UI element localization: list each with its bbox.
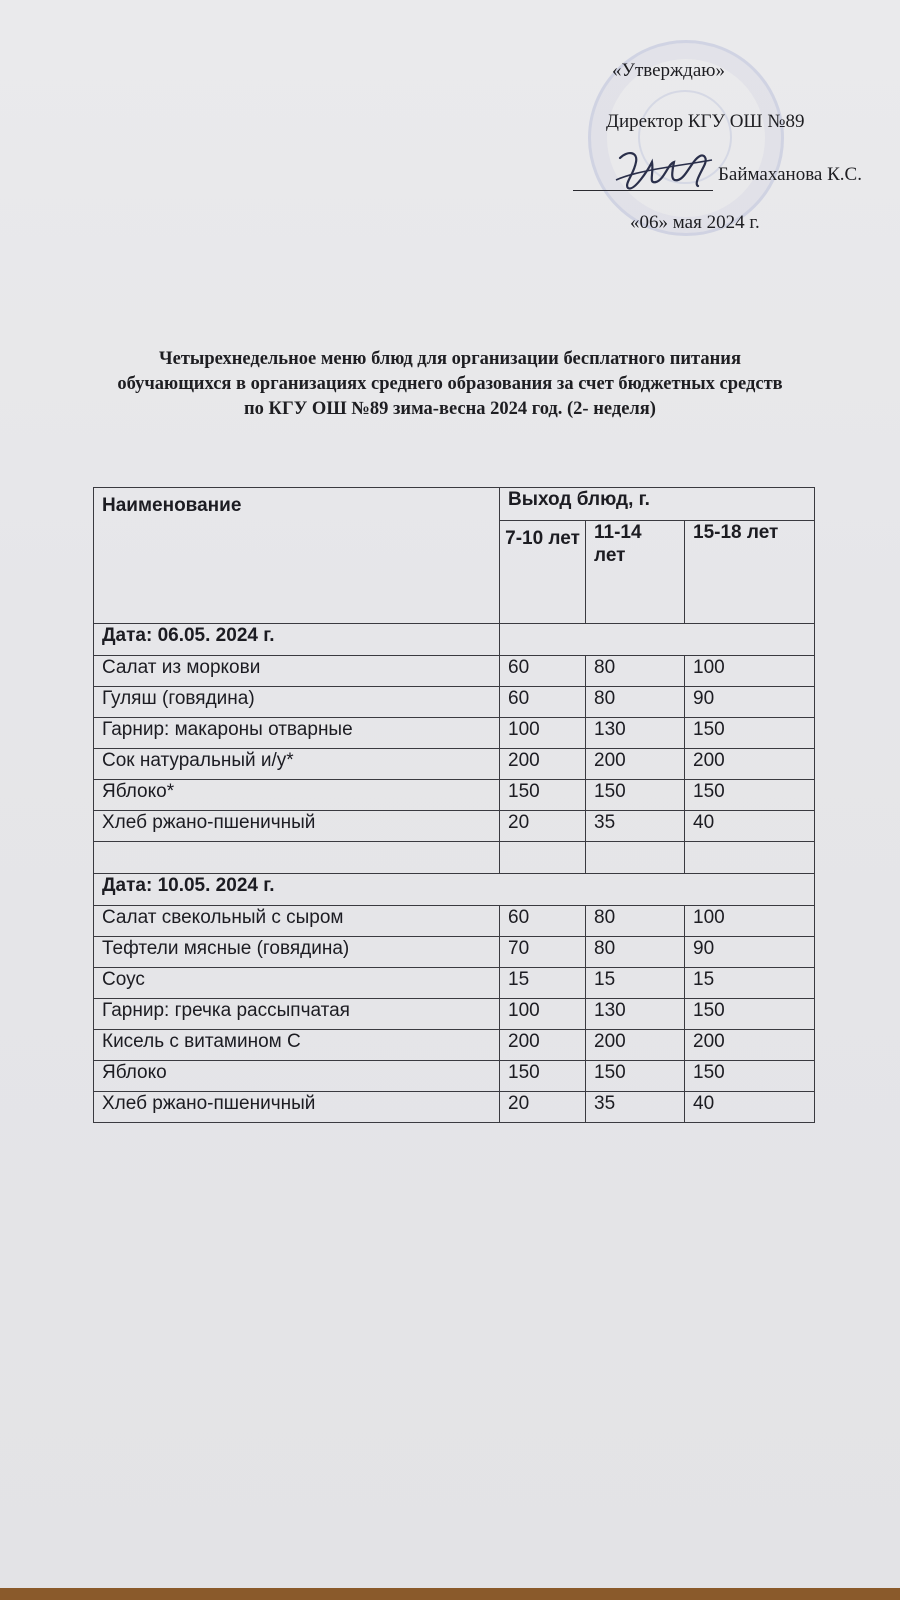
- portion-11-14: 150: [586, 1061, 685, 1092]
- portion-15-18: 90: [685, 687, 815, 718]
- dish-name: Кисель с витамином С: [94, 1030, 500, 1061]
- portion-7-10: 60: [500, 906, 586, 937]
- portion-15-18: 150: [685, 1061, 815, 1092]
- portion-11-14: 80: [586, 656, 685, 687]
- portion-15-18: 15: [685, 968, 815, 999]
- table-row: [94, 1092, 815, 1123]
- header-age-15-18: 15-18 лет: [685, 521, 815, 624]
- header-output: Выход блюд, г.: [500, 488, 815, 521]
- portion-15-18: 150: [685, 718, 815, 749]
- portion-15-18: 100: [685, 656, 815, 687]
- table-row: [94, 656, 815, 687]
- header-name: Наименование: [94, 488, 500, 624]
- dish-name: Хлеб ржано-пшеничный: [94, 811, 500, 842]
- director-name: Баймаханова К.С.: [718, 164, 862, 185]
- dish-name: Тефтели мясные (говядина): [94, 937, 500, 968]
- portion-15-18: 200: [685, 749, 815, 780]
- header-age-11-14: 11-14 лет: [586, 521, 685, 624]
- date-row-label: Дата: 06.05. 2024 г.: [94, 624, 500, 656]
- table-row: [94, 718, 815, 749]
- title-line-3: по КГУ ОШ №89 зима-весна 2024 год. (2- неделя): [244, 399, 656, 419]
- portion-11-14: 35: [586, 811, 685, 842]
- portion-11-14: 130: [586, 999, 685, 1030]
- table-row: [94, 749, 815, 780]
- title-line-1: Четырехнедельное меню блюд для организации бесплатного питания: [159, 349, 741, 369]
- portion-15-18: 90: [685, 937, 815, 968]
- approval-date: «06» мая 2024 г.: [630, 212, 760, 233]
- table-row: [94, 687, 815, 718]
- portion-11-14: 35: [586, 1092, 685, 1123]
- dish-name: Гарнир: гречка рассыпчатая: [94, 999, 500, 1030]
- document-title: [0, 347, 900, 422]
- portion-7-10: 150: [500, 780, 586, 811]
- portion-7-10: 70: [500, 937, 586, 968]
- title-line-2: обучающихся в организациях среднего образования за счет бюджетных средств: [117, 374, 783, 394]
- director-signature: [608, 140, 718, 200]
- portion-15-18: 40: [685, 811, 815, 842]
- portion-7-10: 15: [500, 968, 586, 999]
- portion-15-18: 150: [685, 780, 815, 811]
- portion-15-18: 100: [685, 906, 815, 937]
- dish-name: Яблоко: [94, 1061, 500, 1092]
- dish-name: Салат свекольный с сыром: [94, 906, 500, 937]
- portion-7-10: 100: [500, 718, 586, 749]
- table-row: [94, 906, 815, 937]
- dish-name: Сок натуральный и/у*: [94, 749, 500, 780]
- date-row-blank: [500, 624, 815, 656]
- dish-name: Хлеб ржано-пшеничный: [94, 1092, 500, 1123]
- portion-11-14: 150: [586, 780, 685, 811]
- portion-7-10: 60: [500, 687, 586, 718]
- approve-label: «Утверждаю»: [612, 60, 725, 81]
- table-row: [94, 780, 815, 811]
- table-row: [94, 1030, 815, 1061]
- table-row: [94, 937, 815, 968]
- dish-name: Яблоко*: [94, 780, 500, 811]
- portion-15-18: 150: [685, 999, 815, 1030]
- portion-11-14: 130: [586, 718, 685, 749]
- portion-11-14: 15: [586, 968, 685, 999]
- portion-7-10: 20: [500, 1092, 586, 1123]
- dish-name: Салат из моркови: [94, 656, 500, 687]
- table-row: [94, 811, 815, 842]
- dish-name: Соус: [94, 968, 500, 999]
- portion-11-14: 80: [586, 906, 685, 937]
- portion-15-18: 200: [685, 1030, 815, 1061]
- portion-7-10: 200: [500, 749, 586, 780]
- date-row-label: Дата: 10.05. 2024 г.: [94, 874, 815, 906]
- empty-row: [94, 842, 815, 874]
- portion-11-14: 200: [586, 749, 685, 780]
- portion-7-10: 100: [500, 999, 586, 1030]
- menu-table: [93, 487, 815, 1123]
- header-age-7-10: 7-10 лет: [500, 521, 586, 624]
- portion-11-14: 200: [586, 1030, 685, 1061]
- portion-15-18: 40: [685, 1092, 815, 1123]
- dish-name: Гарнир: макароны отварные: [94, 718, 500, 749]
- dish-name: Гуляш (говядина): [94, 687, 500, 718]
- portion-7-10: 200: [500, 1030, 586, 1061]
- signature-line: [573, 190, 713, 191]
- portion-11-14: 80: [586, 937, 685, 968]
- portion-7-10: 150: [500, 1061, 586, 1092]
- background-surface: [0, 1588, 900, 1600]
- table-row: [94, 968, 815, 999]
- director-position: Директор КГУ ОШ №89: [606, 111, 805, 132]
- portion-7-10: 60: [500, 656, 586, 687]
- table-row: [94, 1061, 815, 1092]
- table-row: [94, 999, 815, 1030]
- portion-11-14: 80: [586, 687, 685, 718]
- portion-7-10: 20: [500, 811, 586, 842]
